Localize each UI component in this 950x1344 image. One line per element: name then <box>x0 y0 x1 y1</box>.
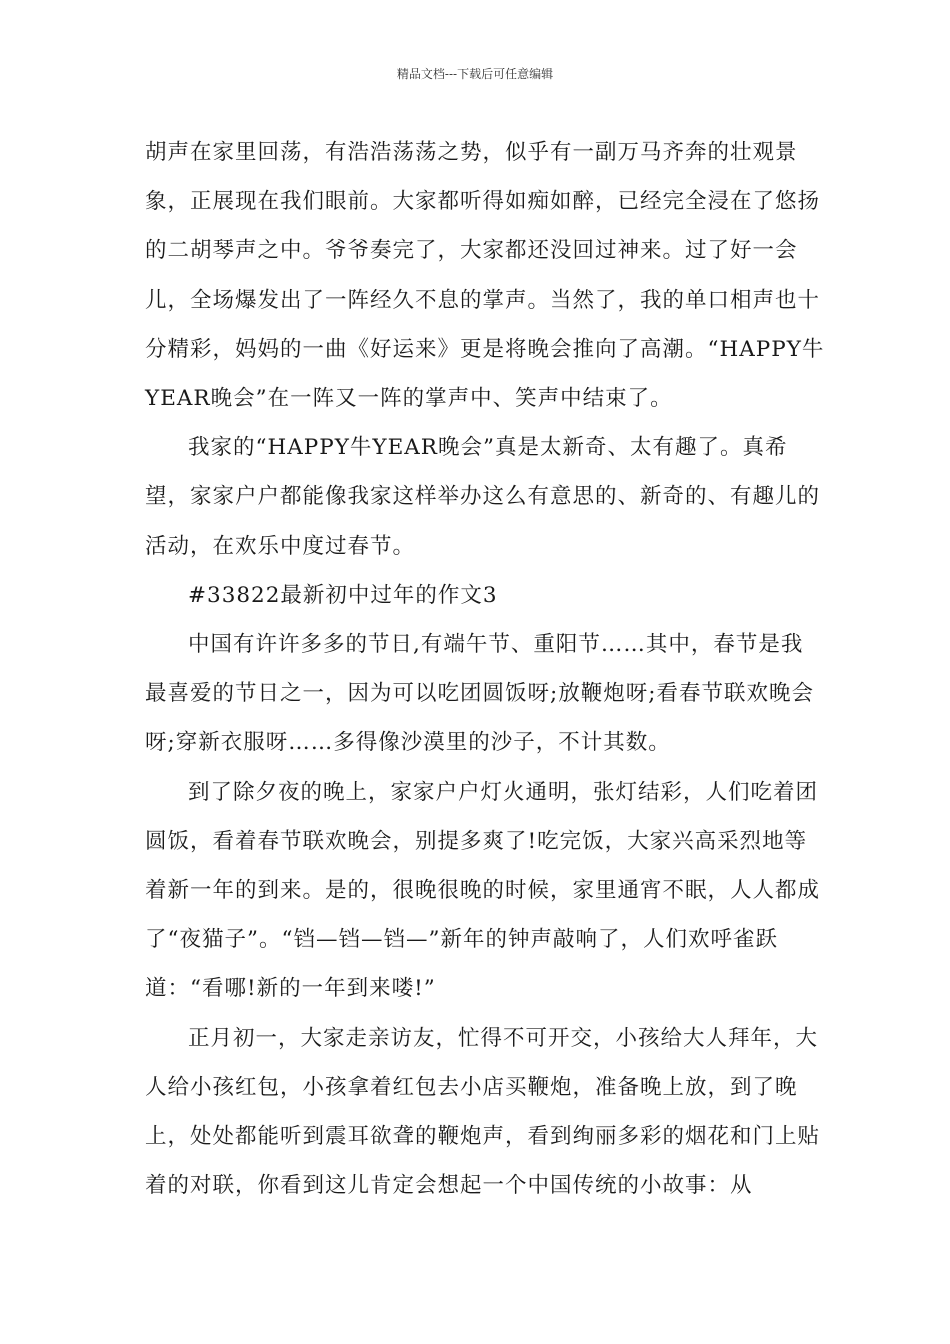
section-heading: #33822最新初中过年的作文3 <box>188 582 498 608</box>
paragraph: 到了除夕夜的晚上，家家户户灯火通明，张灯结彩，人们吃着团圆饭，看着春节联欢晚会，别提多爽了!吃完饭，大家兴高采烈地等着新一年的到来。是的，很晚很晚的时候，家里通宵不眠，人人都成了“夜猫子”。“铛—铛—铛—”新年的钟声敲响了，人们欢呼雀跃道：“看哪!新的一年到来喽!” <box>145 779 821 1002</box>
page-header: 精品文档---下载后可任意编辑 <box>396 67 554 81</box>
document-body <box>145 128 825 1210</box>
paragraph: 正月初一，大家走亲访友，忙得不可开交，小孩给大人拜年，大人给小孩红包，小孩拿着红包去小店买鞭炮，准备晚上放，到了晚上，处处都能听到震耳欲聋的鞭炮声，看到绚丽多彩的烟花和门上贴着的对联，你看到这儿肯定会想起一个中国传统的小故事：从 <box>145 1025 821 1199</box>
paragraph: 我家的“HAPPY牛YEAR晚会”真是太新奇、太有趣了。真希望，家家户户都能像我家这样举办这么有意思的、新奇的、有趣儿的活动，在欢乐中度过春节。 <box>145 435 821 559</box>
paragraph: 中国有许许多多的节日,有端午节、重阳节……其中，春节是我最喜爱的节日之一，因为可以吃团圆饭呀;放鞭炮呀;看春节联欢晚会呀;穿新衣服呀……多得像沙漠里的沙子，不计其数。 <box>145 632 814 756</box>
paragraph: 胡声在家里回荡，有浩浩荡荡之势，似乎有一副万马齐奔的壮观景象，正展现在我们眼前。大家都听得如痴如醉，已经完全浸在了悠扬的二胡琴声之中。爷爷奏完了，大家都还没回过神来。过了好一会儿，全场爆发出了一阵经久不息的掌声。当然了，我的单口相声也十分精彩，妈妈的一曲《好运来》更是将晚会推向了高潮。“HAPPY牛YEAR晚会”在一阵又一阵的掌声中、笑声中结束了。 <box>145 140 825 412</box>
